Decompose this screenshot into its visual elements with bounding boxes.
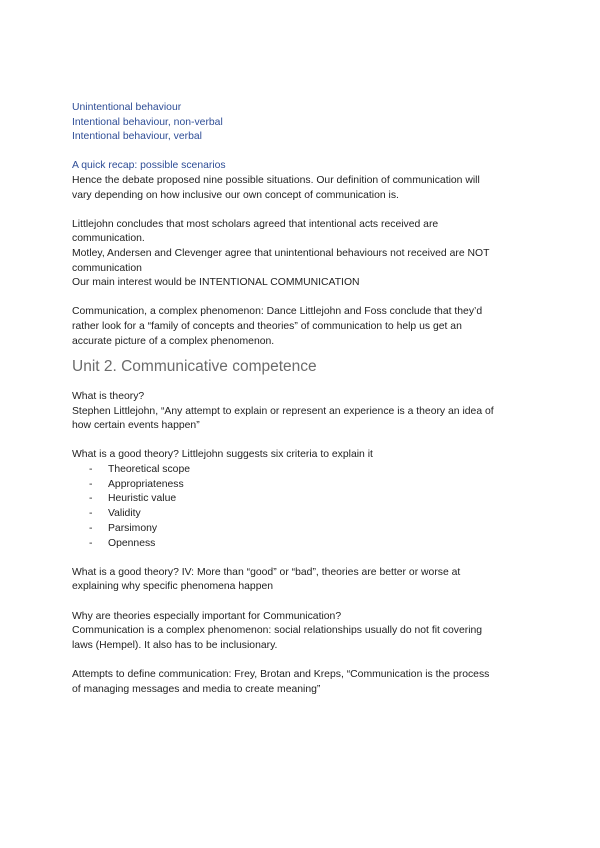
why-theories-text: Communication is a complex phenomenon: social relationships usually do not fit covering	[72, 625, 483, 637]
theory-question: What is theory?	[72, 391, 145, 403]
dash-bullet: -	[89, 508, 93, 520]
good-theory-intro: What is a good theory? Littlejohn suggests six criteria to explain it	[72, 449, 373, 461]
complex-phenomenon-text: rather look for a “family of concepts and theories” of communication to help us get an	[72, 320, 462, 332]
dash-bullet: -	[89, 493, 93, 505]
motley-text: Motley, Andersen and Clevenger agree that unintentional behaviours not received are NOT	[72, 247, 490, 259]
list-item: - Heuristic value	[72, 492, 532, 507]
dash-bullet: -	[89, 464, 93, 476]
behaviour-line: Intentional behaviour, verbal	[72, 131, 202, 143]
littlejohn-text: Littlejohn concludes that most scholars agreed that intentional acts received are	[72, 218, 439, 230]
why-theories-question: Why are theories especially important for Communication?	[72, 610, 342, 622]
criteria-list	[72, 463, 532, 551]
littlejohn-text: communication.	[72, 233, 145, 245]
list-item: - Appropriateness	[72, 478, 532, 493]
list-item: - Openness	[72, 537, 532, 552]
complex-phenomenon-text: Communication, a complex phenomenon: Dance Littlejohn and Foss conclude that they’d	[72, 306, 483, 318]
recap-text: vary depending on how inclusive our own concept of communication is.	[72, 189, 399, 201]
behaviour-line: Unintentional behaviour	[72, 102, 182, 113]
unit-heading: Unit 2. Communicative competence	[72, 358, 317, 376]
dash-bullet: -	[89, 522, 93, 534]
attempts-text: Attempts to define communication: Frey, Brotan and Kreps, “Communication is the process	[72, 669, 490, 681]
behaviour-line: Intentional behaviour, non-verbal	[72, 116, 223, 128]
recap-text: Hence the debate proposed nine possible situations. Our definition of communication will	[72, 174, 480, 186]
list-item: - Parsimony	[72, 522, 532, 537]
dash-bullet: -	[89, 537, 93, 549]
theory-definition: how certain events happen”	[72, 420, 200, 432]
document-page	[72, 101, 532, 697]
motley-text: communication	[72, 262, 142, 274]
attempts-text: of managing messages and media to create meaning”	[72, 683, 321, 695]
main-interest-text: Our main interest would be INTENTIONAL COMMUNICATION	[72, 277, 360, 289]
why-theories-text: laws (Hempel). It also has to be inclusionary.	[72, 639, 278, 651]
good-theory-iv-text: explaining why specific phenomena happen	[72, 581, 274, 593]
list-item: - Theoretical scope	[72, 463, 532, 478]
complex-phenomenon-text: accurate picture of a complex phenomenon.	[72, 335, 275, 347]
theory-definition: Stephen Littlejohn, “Any attempt to explain or represent an experience is a theory an idea of	[72, 405, 494, 417]
recap-title: A quick recap: possible scenarios	[72, 160, 226, 172]
list-item: - Validity	[72, 507, 532, 522]
dash-bullet: -	[89, 478, 93, 490]
good-theory-iv-text: What is a good theory? IV: More than “good” or “bad”, theories are better or worse at	[72, 566, 461, 578]
